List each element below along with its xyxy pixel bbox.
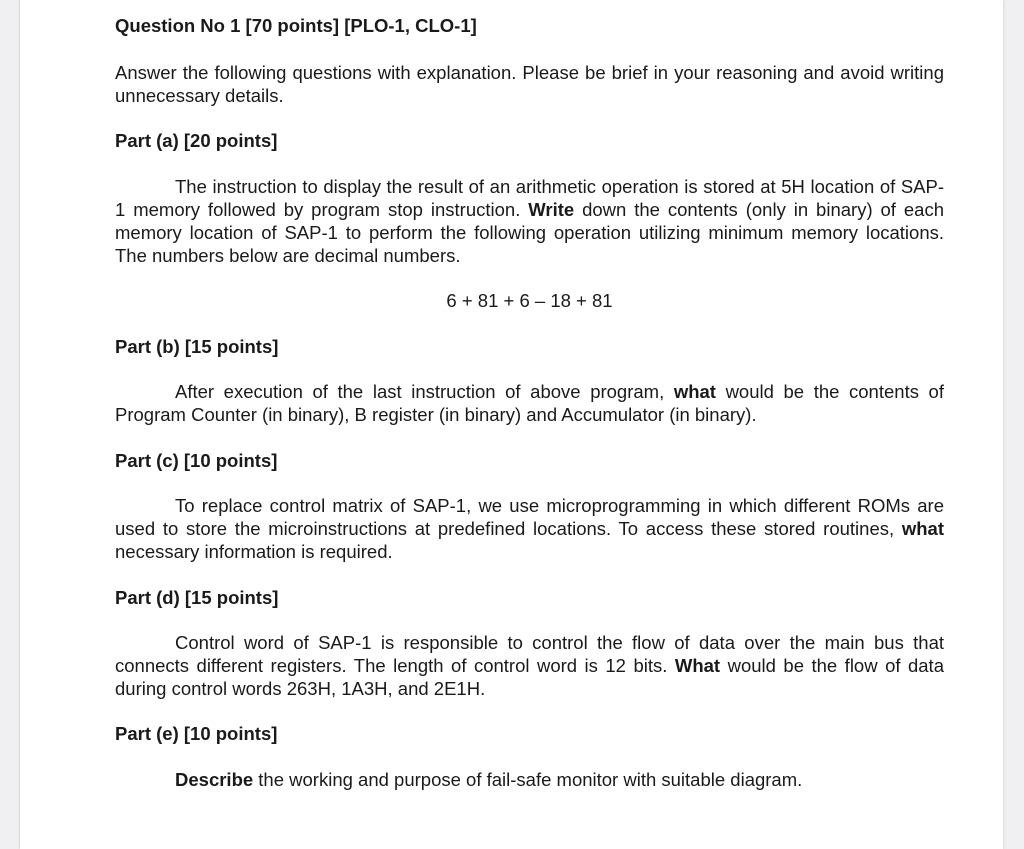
part-b-text-2: would be the contents of Program Counter (in binary), B register (in binary) and Accumulator (in binary).	[115, 381, 944, 425]
part-c-heading: Part (c) [10 points]	[115, 450, 278, 471]
part-a-text-2: down the contents (only in binary) of each memory location of SAP-1 to perform the following operation utilizing minimum memory locations. The numbers below are decimal numbers.	[115, 199, 944, 266]
part-d-text-1: Control word of SAP-1 is responsible to control the flow of data over the main bus that connects different registers. The length of control word is 12 bits.	[115, 632, 944, 676]
part-c-bold: what	[901, 518, 944, 539]
part-d-heading: Part (d) [15 points]	[115, 587, 279, 608]
part-d-text-2: would be the flow of data during control words 263H, 1A3H, and 2E1H.	[115, 655, 944, 699]
part-e-bold: Describe	[175, 769, 254, 790]
part-a-text	[115, 175, 944, 267]
question-title: Question No 1 [70 points] [PLO-1, CLO-1]	[115, 15, 477, 36]
part-b-heading: Part (b) [15 points]	[115, 336, 279, 357]
part-a-heading: Part (a) [20 points]	[115, 130, 278, 151]
part-c-text	[115, 494, 944, 563]
part-b-text	[115, 380, 944, 426]
part-a-text-1: The instruction to display the result of an arithmetic operation is stored at 5H location of SAP-1 memory followed by program stop instruction.	[115, 176, 944, 220]
part-a-bold: Write	[528, 199, 575, 220]
part-d-bold: What	[674, 655, 721, 676]
part-b-bold: what	[673, 381, 716, 402]
document-page	[20, 0, 1003, 849]
part-e-text-1: the working and purpose of fail-safe monitor with suitable diagram.	[253, 769, 803, 790]
part-e-heading: Part (e) [10 points]	[115, 723, 278, 744]
part-c-text-1: To replace control matrix of SAP-1, we use microprogramming in which different ROMs are used to store the microinstructions at predefined locations. To access these stored routines,	[115, 495, 944, 539]
part-c-text-2: necessary information is required.	[115, 541, 393, 562]
part-d-text	[115, 631, 944, 700]
part-e-text	[115, 768, 944, 791]
part-b-text-1: After execution of the last instruction of above program,	[175, 381, 674, 402]
question-intro: Answer the following questions with explanation. Please be brief in your reasoning and avoid writing unnecessary details.	[115, 62, 944, 106]
part-a-expression: 6 + 81 + 6 – 18 + 81	[446, 290, 613, 311]
